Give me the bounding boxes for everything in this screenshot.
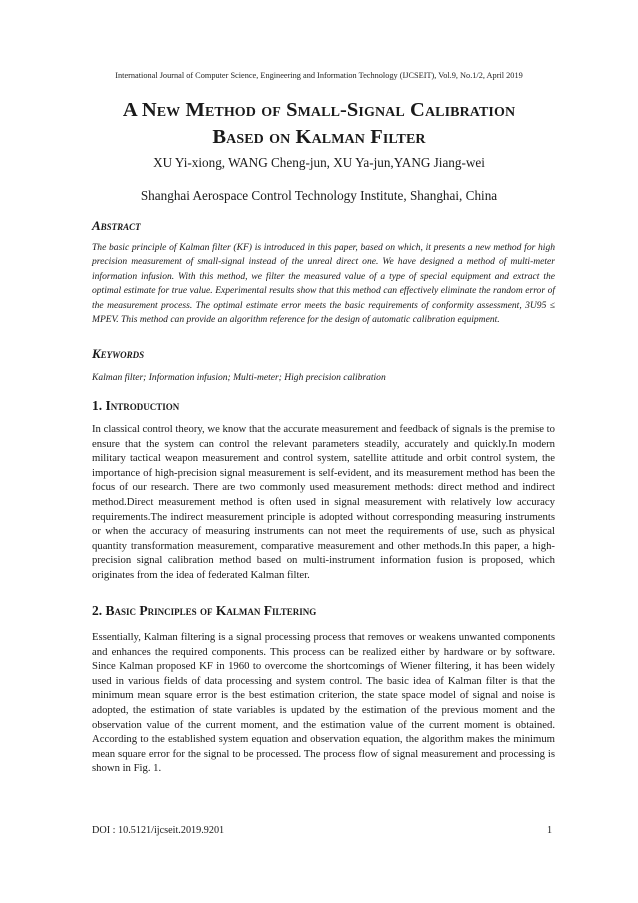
paper-title-line-1: A New Method of Small-Signal Calibration	[122, 99, 516, 121]
paper-title-line-2: Based on Kalman Filter	[212, 126, 426, 148]
keywords-heading: Keywords	[92, 346, 145, 361]
abstract-text: The basic principle of Kalman filter (KF) is introduced in this paper, based on which, it presents a new method for high precision measurement of small-signal instead of the unreal direct one. We have designed a method of multi-meter information infusion. With this method, we filter the measured value of a type of special equipment and extract the optimal estimate for true value. Experimental results show that this method can effectively eliminate the random error of the measurement process. The optimal estimate error meets the basic requirements of conformity assessment, 3U95 ≤ MPEV. This method can provide an algorithm reference for the design of automatic calibration equipment.	[92, 242, 555, 326]
affiliation: Shanghai Aerospace Control Technology Institute, Shanghai, China	[140, 188, 498, 203]
doi-footer: DOI : 10.5121/ijcseit.2019.9201	[92, 825, 225, 836]
author-list: XU Yi-xiong, WANG Cheng-jun, XU Ya-jun,YANG Jiang-wei	[153, 155, 485, 170]
section-body-introduction	[92, 422, 555, 583]
section-body-kalman-principles	[92, 630, 555, 776]
paragraph: Essentially, Kalman filtering is a signal processing process that removes or weakens unwanted components and enhances the required components. This process can be realized either by hardware or by software. Since Kalman proposed KF in 1960 to overcome the shortcomings of Wiener filtering, it has been widely used in various fields of data processing and system control. The basic idea of Kalman filter is that the minimum mean square error is the best estimation criterion, the state space model of signal and noise is adopted, the estimation of state variables is updated by the estimation of the previous moment and the observation value of the current moment, and the estimation value of the current moment is obtained. According to the established system equation and observation equation, the algorithm makes the minimum mean square error for the signal to be processed. The process flow of signal measurement and processing is shown in Fig. 1.	[92, 631, 555, 775]
abstract-heading: Abstract	[92, 218, 141, 233]
paragraph: In classical control theory, we know that the accurate measurement and feedback of signals is the premise to ensure that the system can control the relevant parameters steadily, accurately and quickly.In modern military tactical weapon measurement and control system, satellite attitude and orbit control system, the importance of high-precision signal measurement is self-evident, and its measurement method has been the focus of our research. There are two commonly used measurement methods: direct method and indirect method.Direct measurement method is often used in signal measurement with relatively low accuracy requirements.The indirect measurement principle is adopted without corresponding measuring instruments or when the accuracy of measuring instruments can not meet the requirements of use, such as physical quantity transformation measurement, comparative measurement and other methods.In this paper, a high-precision signal calibration method based on multi-instrument information fusion is proposed, which originates from the idea of federated Kalman filter.	[92, 423, 555, 581]
section-heading-introduction: 1. Introduction	[92, 398, 180, 413]
section-heading-kalman-principles: 2. Basic Principles of Kalman Filtering	[92, 603, 317, 618]
page-number: 1	[547, 825, 553, 836]
running-header: International Journal of Computer Science, Engineering and Information Technology (IJCSEIT), Vol.9, No.1/2, April 2019	[115, 71, 523, 80]
keywords-text: Kalman filter; Information infusion; Multi-meter; High precision calibration	[92, 372, 386, 383]
paper-title	[40, 97, 598, 151]
